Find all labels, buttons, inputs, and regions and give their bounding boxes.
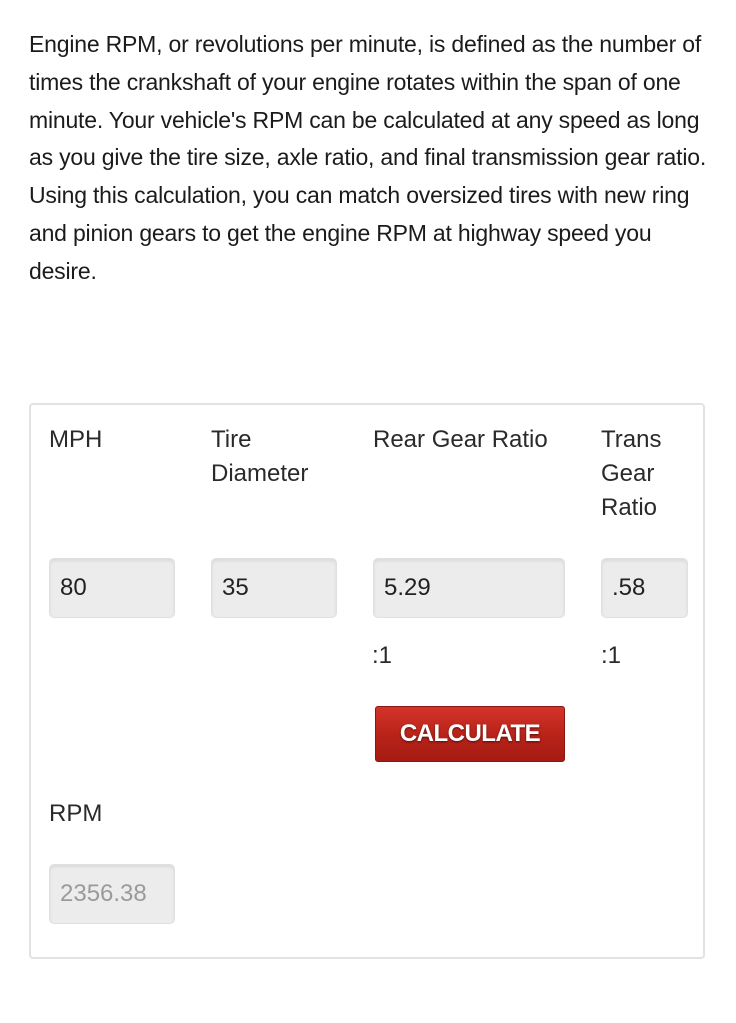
rpm-output: [49, 864, 175, 924]
intro-paragraph: Engine RPM, or revolutions per minute, is defined as the number of times the crankshaft of your engine rotates within the span of one minute. Your vehicle's RPM can be calculated at any speed as long as you give the tire size, axle ratio, and final transmission gear ratio. Using this calculation, you can match oversized tires with new ring and pinion gears to get the engine RPM at highway speed you desire.: [29, 31, 707, 284]
trans-gear-ratio-input[interactable]: [601, 558, 688, 618]
mph-label: MPH: [49, 426, 103, 453]
tire-diameter-input[interactable]: [211, 558, 337, 618]
rear-gear-ratio-label: Rear Gear Ratio: [373, 426, 548, 453]
trans-gear-ratio-label: Trans Gear Ratio: [601, 426, 662, 521]
rpm-label: RPM: [49, 800, 103, 827]
rear-gear-ratio-suffix: :1: [372, 642, 393, 669]
calculate-button[interactable]: CALCULATE: [375, 706, 565, 762]
trans-gear-ratio-suffix: :1: [601, 642, 622, 669]
tire-diameter-label: Tire Diameter: [211, 426, 309, 487]
mph-input[interactable]: [49, 558, 175, 618]
rear-gear-ratio-input[interactable]: [373, 558, 565, 618]
rpm-calculator: [29, 403, 705, 959]
